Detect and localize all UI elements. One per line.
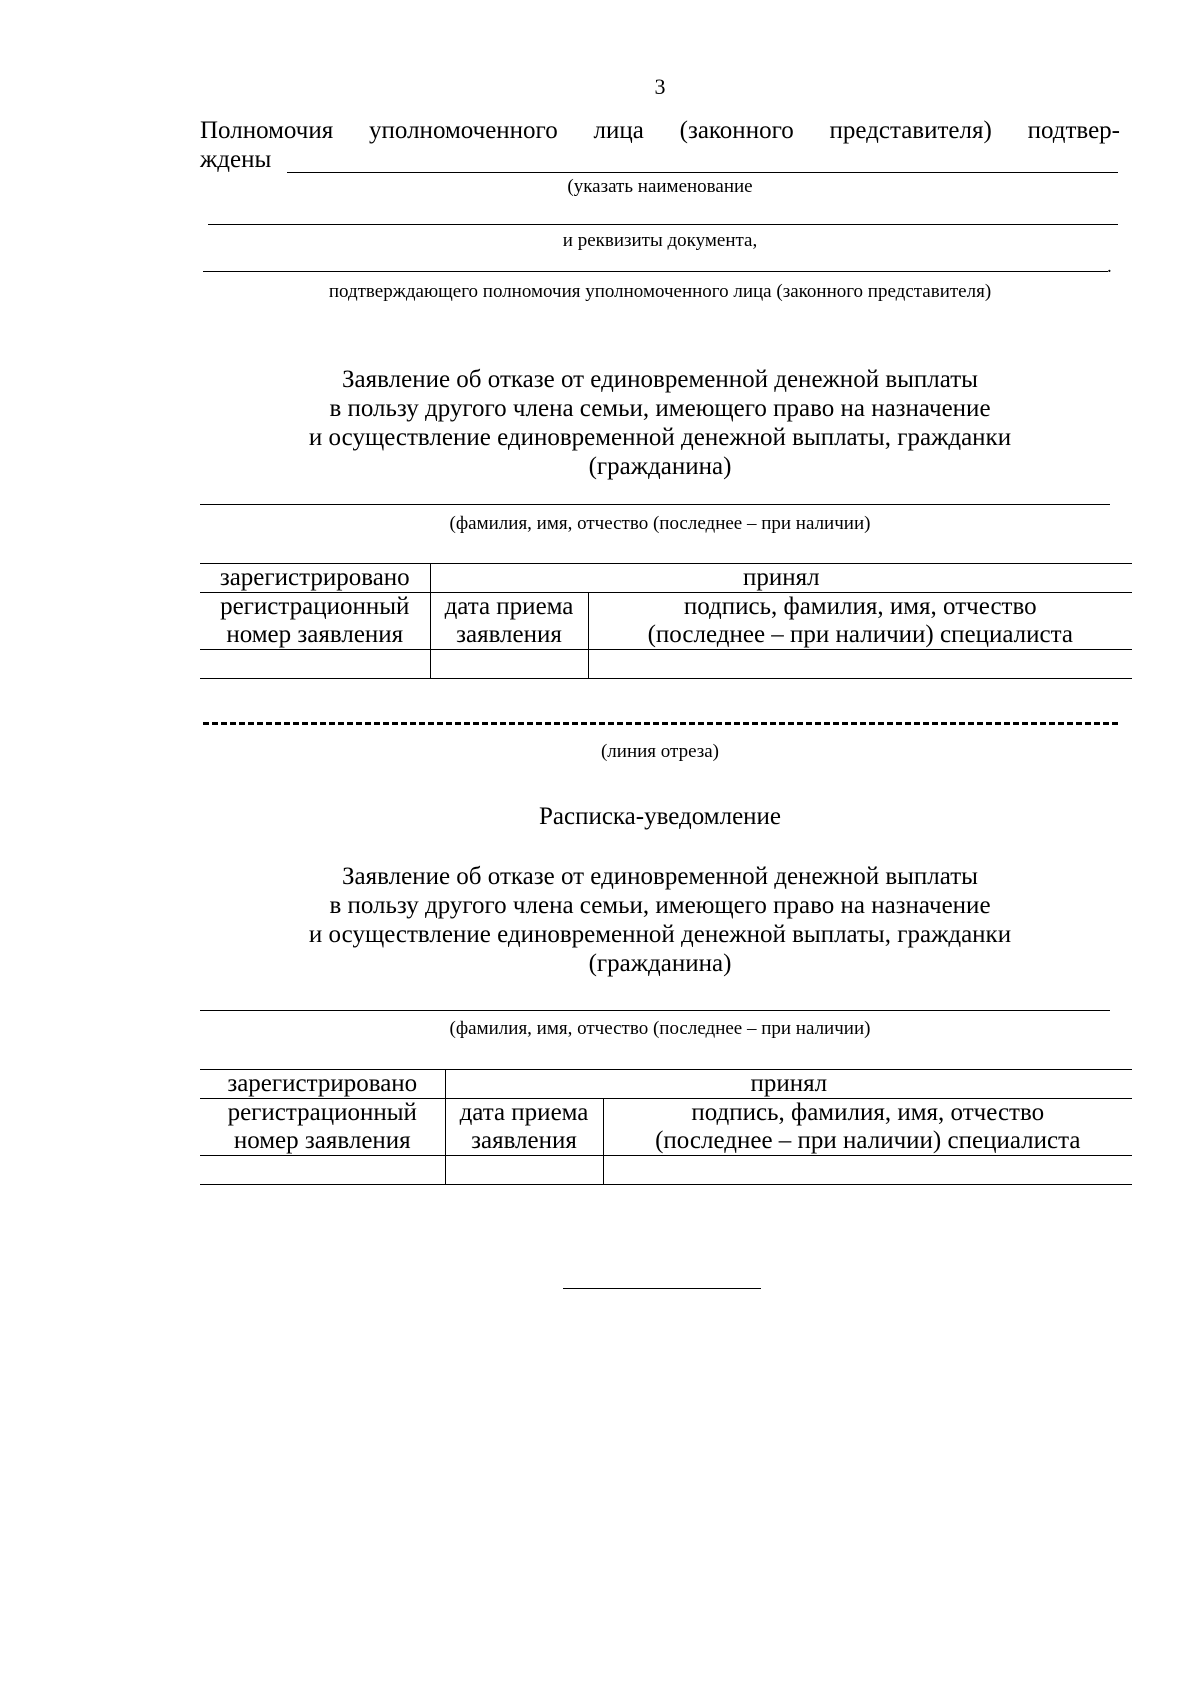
authority-document-blank-line1 [287,172,1118,173]
receipt-date-line2: заявления [471,1127,577,1154]
registration-table-header-row [200,564,1132,593]
reg-number-line1: регистрационный [220,593,410,620]
statement-heading-line4: (гражданина) [588,453,732,480]
receipt-statement-heading-line3: и осуществление единовременной денежной выплаты, гражданки [308,921,1012,948]
receipt-reg-number-line1: регистрационный [227,1099,417,1126]
date-empty-cell [430,650,588,679]
authority-text-line1: Полномочия уполномоченного лица (законного представителя) подтвер- [200,117,1120,144]
reg-number-header [200,593,430,650]
registration-table-empty-row [200,650,1132,679]
authority-confirm-hint: подтверждающего полномочия уполномоченного лица (законного представителя) [328,281,992,302]
receipt-registration-table [200,1069,1132,1185]
date-line1: дата приема [444,593,574,620]
receipt-accepted-cell: принял [445,1070,1132,1099]
cut-line-label: (линия отреза) [600,741,720,762]
receipt-date-empty-cell [445,1156,603,1185]
statement-heading-line3: и осуществление единовременной денежной выплаты, гражданки [308,424,1012,451]
signature-empty-cell [588,650,1132,679]
authority-document-blank-line3 [203,271,1108,272]
receipt-reg-number-empty-cell [200,1156,445,1185]
receipt-signature-header [603,1099,1132,1156]
receipt-registered-cell: зарегистрировано [200,1070,445,1099]
receipt-applicant-name-hint: (фамилия, имя, отчество (последнее – при наличии) [449,1018,871,1039]
receipt-date-line1: дата приема [459,1099,589,1126]
accepted-cell: принял [430,564,1132,593]
authority-document-blank-line2 [208,224,1118,225]
receipt-date-header [445,1099,603,1156]
statement-heading-line1: Заявление об отказе от единовременной денежной выплаты [342,366,978,393]
receipt-table-subheader-row [200,1099,1132,1156]
statement-heading [200,365,1120,481]
receipt-applicant-name-blank-line [200,1010,1110,1011]
date-header [430,593,588,650]
document-details-hint: и реквизиты документа, [562,230,758,251]
receipt-table-empty-row [200,1156,1132,1185]
receipt-signature-empty-cell [603,1156,1132,1185]
receipt-reg-number-line2: номер заявления [233,1127,411,1154]
date-line2: заявления [456,621,562,648]
signature-header [588,593,1132,650]
reg-number-empty-cell [200,650,430,679]
period-mark: . [1107,256,1112,277]
receipt-statement-heading-line4: (гражданина) [588,950,732,977]
cut-line [203,722,1118,725]
receipt-statement-heading-line2: в пользу другого члена семьи, имеющего право на назначение [329,892,991,919]
applicant-name-blank-line [200,504,1110,505]
receipt-signature-line1: подпись, фамилия, имя, отчество [691,1099,1045,1126]
signature-line1: подпись, фамилия, имя, отчество [683,593,1037,620]
statement-heading-line2: в пользу другого члена семьи, имеющего право на назначение [329,395,991,422]
registered-cell: зарегистрировано [200,564,430,593]
applicant-name-hint: (фамилия, имя, отчество (последнее – при наличии) [449,513,871,534]
end-of-document-line [563,1288,761,1289]
receipt-statement-heading-line1: Заявление об отказе от единовременной денежной выплаты [342,863,978,890]
authority-text-line2: ждены [200,146,272,173]
receipt-statement-heading [200,862,1120,978]
document-name-hint: (указать наименование [567,176,753,197]
signature-line2: (последнее – при наличии) специалиста [647,621,1073,648]
page-number: 3 [654,74,666,99]
reg-number-line2: номер заявления [226,621,404,648]
receipt-reg-number-header [200,1099,445,1156]
registration-table [200,563,1132,679]
receipt-title: Расписка-уведомление [538,803,782,830]
receipt-signature-line2: (последнее – при наличии) специалиста [655,1127,1081,1154]
receipt-table-header-row [200,1070,1132,1099]
registration-table-subheader-row [200,593,1132,650]
